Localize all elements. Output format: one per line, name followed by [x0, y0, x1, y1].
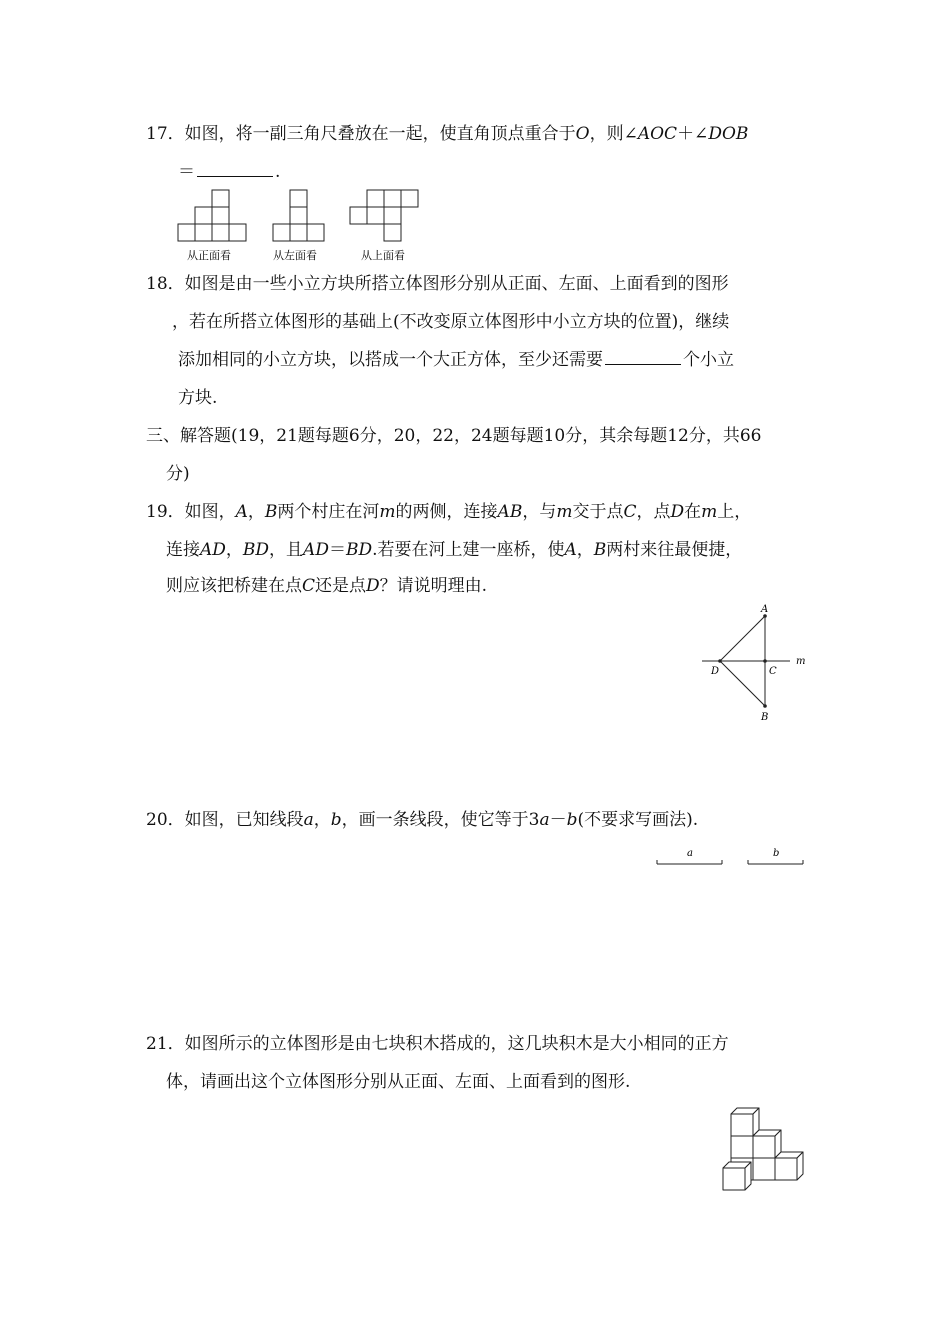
q17-answer-blank[interactable]: [197, 160, 273, 177]
q19-text: 还是点: [315, 576, 367, 596]
q19-text: 如图，: [184, 502, 236, 522]
q18-answer-blank[interactable]: [605, 348, 681, 365]
q20-line-1: [146, 808, 698, 832]
q18-text-4: 方块.: [178, 388, 218, 408]
q20-var: b: [566, 810, 578, 830]
front-view-grid: [178, 190, 246, 241]
label-b: B: [761, 712, 769, 723]
top-view-grid: [350, 190, 418, 241]
section3-heading-line-1: [146, 424, 762, 448]
q21-text-1: 如图所示的立体图形是由七块积木搭成的，这几块积木是大小相同的正方: [184, 1034, 729, 1054]
q19-line-3: [166, 574, 487, 598]
q19-text: 在: [684, 502, 702, 522]
q18-text-3a: 添加相同的小立方块，以搭成一个大正方体，至少还需要: [178, 350, 603, 370]
q18-text-1: 如图是由一些小立方块所搭立体图形分别从正面、左面、上面看到的图形: [184, 274, 729, 294]
q19-text: ＝: [328, 540, 346, 560]
section3-heading-end: 分): [166, 464, 190, 484]
q19-text: 两个村庄在河: [277, 502, 380, 522]
q19-var: D: [670, 502, 685, 522]
q17-var-dob: DOB: [708, 124, 749, 144]
segment-ad: [720, 616, 765, 661]
q19-var: D: [366, 576, 380, 596]
q19-text: 连接: [166, 540, 200, 560]
cube: [775, 1152, 803, 1180]
q19-line-1: [146, 500, 751, 524]
q19-var: AD: [200, 540, 226, 560]
q20-var: b: [330, 810, 342, 830]
q20-text: ，: [313, 810, 331, 830]
q19-var: m: [379, 502, 396, 522]
front-view-caption: 从正面看: [187, 249, 231, 262]
q20-text: －: [549, 810, 567, 830]
q18-line-2: [172, 310, 729, 334]
point-c: [763, 659, 767, 663]
q19-river-figure: [698, 602, 818, 722]
q19-var: AD: [303, 540, 329, 560]
cube: [731, 1108, 759, 1136]
q20-segments-figure: [652, 844, 812, 868]
cube: [753, 1130, 781, 1158]
q19-var: BD: [242, 540, 270, 560]
section3-heading-line-2: [166, 462, 190, 486]
q19-var: m: [556, 502, 573, 522]
q19-text: ？请说明理由.: [379, 576, 488, 596]
left-view-grid: [273, 190, 324, 241]
q19-var: m: [701, 502, 718, 522]
q19-text: .若要在河上建一座桥，使: [372, 540, 565, 560]
label-a: A: [761, 604, 769, 615]
q18-line-4: [178, 386, 217, 410]
left-view-caption: 从左面看: [273, 249, 317, 262]
q19-text: 上，: [717, 502, 752, 522]
q19-var: BD: [345, 540, 373, 560]
q18-number: 18．: [146, 274, 185, 294]
q17-line-1: [146, 122, 748, 146]
q21-cube-stack-figure: [718, 1102, 818, 1198]
q19-var: C: [623, 502, 637, 522]
q17-line-2: [178, 160, 280, 184]
q19-text: ，: [225, 540, 243, 560]
cube: [723, 1162, 751, 1190]
q19-text: 交于点: [572, 502, 624, 522]
q18-three-views-figure: [170, 186, 430, 266]
q21-number: 21．: [146, 1034, 185, 1054]
point-b: [763, 704, 767, 708]
q17-number: 17．: [146, 124, 185, 144]
q17-period: .: [275, 162, 281, 182]
label-c: C: [769, 666, 777, 677]
q20-var: a: [303, 810, 314, 830]
q20-number: 20．: [146, 810, 185, 830]
q18-text-3b: 个小立: [683, 350, 734, 370]
label-d: D: [711, 666, 720, 677]
q17-var-aoc: AOC: [637, 124, 678, 144]
q20-text: 如图，已知线段: [184, 810, 304, 830]
q20-text: (不要求写画法).: [577, 810, 699, 830]
q17-var-o: O: [575, 124, 590, 144]
q19-text: 则应该把桥建在点: [166, 576, 302, 596]
point-d: [718, 659, 722, 663]
q19-line-2: [166, 538, 742, 562]
q17-equals: ＝: [178, 162, 195, 182]
q19-var: AB: [497, 502, 523, 522]
q19-text: ，点: [636, 502, 671, 522]
segment-bd: [720, 661, 765, 706]
label-a: a: [687, 848, 693, 859]
q19-text: ，且: [269, 540, 304, 560]
q19-text: 两村来往最便捷，: [606, 540, 743, 560]
label-m: m: [796, 656, 806, 667]
q18-line-1: [146, 272, 729, 296]
q21-line-1: [146, 1032, 729, 1056]
label-b: b: [773, 848, 780, 859]
q20-var: a: [539, 810, 550, 830]
q21-line-2: [166, 1070, 630, 1094]
q17-text-2: ，则∠: [589, 124, 638, 144]
q19-var: C: [302, 576, 316, 596]
q19-text: ，与: [522, 502, 557, 522]
q17-text-1: 如图，将一副三角尺叠放在一起，使直角顶点重合于: [184, 124, 576, 144]
q19-var: A: [235, 502, 248, 522]
q21-text-2: 体，请画出这个立体图形分别从正面、左面、上面看到的图形.: [166, 1072, 631, 1092]
q18-line-3: [178, 348, 734, 372]
section3-heading: 三、解答题(19，21题每题6分，20，22，24题每题10分，其余每题12分，共66: [146, 426, 762, 446]
q19-text: ，: [247, 502, 265, 522]
q19-var: A: [564, 540, 577, 560]
q19-text: 的两侧，连接: [395, 502, 498, 522]
q19-number: 19．: [146, 502, 185, 522]
q20-text: ，画一条线段，使它等于3: [341, 810, 540, 830]
top-view-caption: 从上面看: [361, 249, 405, 262]
q18-text-2: ，若在所搭立体图形的基础上(不改变原立体图形中小立方块的位置)，继续: [172, 312, 730, 332]
q19-var: B: [593, 540, 607, 560]
cube: [753, 1158, 775, 1180]
q17-text-3: ＋∠: [677, 124, 709, 144]
q19-var: B: [264, 502, 278, 522]
q19-text: ，: [576, 540, 594, 560]
